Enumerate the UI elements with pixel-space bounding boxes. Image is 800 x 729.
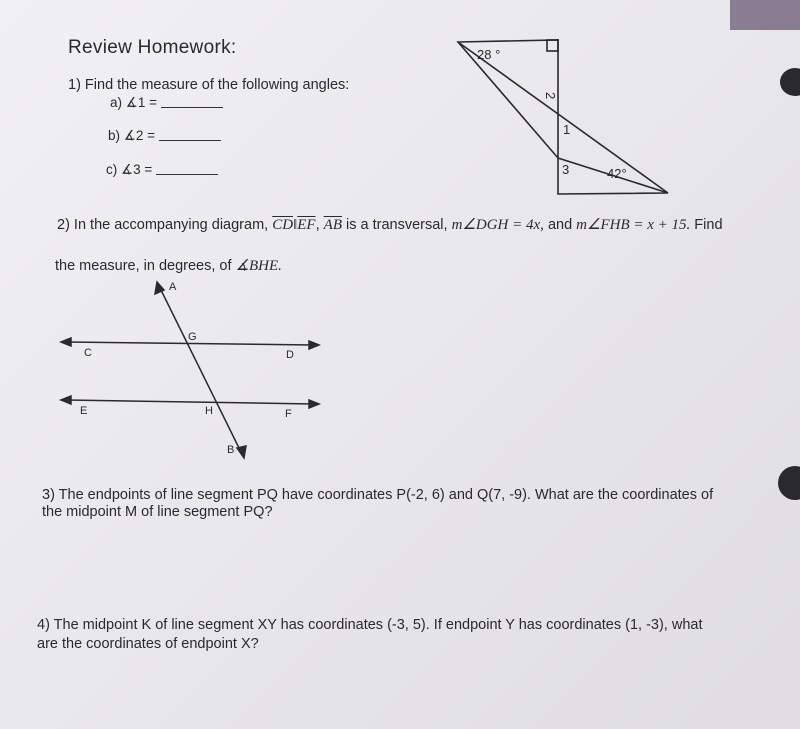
- arrow-e: [61, 396, 71, 404]
- angle-1-label: 1: [563, 122, 571, 137]
- binder-hole-bottom: [778, 466, 800, 500]
- arrow-d: [309, 341, 319, 349]
- parallel-lines-diagram: [55, 278, 330, 468]
- point-b-label: B: [227, 444, 235, 456]
- point-a-label: A: [169, 281, 177, 293]
- angle-bhe: ∡BHE.: [235, 258, 282, 274]
- q2-transversal-text: is a transversal,: [346, 217, 448, 233]
- question-1b-label: b) ∡2 =: [108, 128, 155, 143]
- parallel-symbol: ‖: [293, 217, 298, 233]
- transversal-ab: [160, 288, 241, 452]
- point-f-label: F: [285, 408, 292, 420]
- question-1a-label: a) ∡1 =: [110, 95, 157, 110]
- angle-fhb-equation: m∠FHB = x + 15.: [576, 217, 691, 233]
- arrow-c: [61, 338, 71, 346]
- point-c-label: C: [84, 347, 92, 359]
- question-1a: [110, 95, 223, 111]
- point-d-label: D: [286, 349, 294, 361]
- point-h-label: H: [205, 405, 213, 417]
- answer-blank-1a: [161, 107, 223, 108]
- question-1c-label: c) ∡3 =: [106, 162, 153, 177]
- right-angle-mark: [547, 40, 558, 51]
- angle-2-label: 2: [543, 92, 558, 100]
- question-1c: [106, 162, 218, 178]
- ray-cd: $\overline{CD}$: [272, 217, 294, 233]
- arrow-b: [237, 446, 246, 458]
- question-3-line-1: 3) The endpoints of line segment PQ have coordinates P(-2, 6) and Q(7, -9). What are the coordinates of: [42, 487, 714, 503]
- worksheet-title: Review Homework:: [68, 37, 237, 58]
- q2-measure-text: the measure, in degrees, of: [55, 258, 232, 274]
- point-g-label: G: [188, 331, 197, 343]
- q2-intro: 2) In the accompanying diagram,: [57, 217, 269, 233]
- binder-hole-top: [780, 68, 800, 96]
- question-4-line-1: 4) The midpoint K of line segment XY has coordinates (-3, 5). If endpoint Y has coordinates (1, -3), what: [37, 617, 703, 633]
- question-1b: [108, 128, 221, 144]
- angle-42-label: 42°: [607, 166, 627, 181]
- question-2-line-1: [57, 215, 723, 234]
- angle-3-label: 3: [562, 162, 570, 177]
- point-e-label: E: [80, 405, 88, 417]
- angle-dgh-equation: m∠DGH = 4x,: [451, 217, 544, 233]
- line-ef: [67, 400, 313, 404]
- q2-comma: ,: [315, 217, 320, 233]
- background-corner: [730, 0, 800, 30]
- q2-and: and: [547, 217, 573, 233]
- arrow-f: [309, 400, 319, 408]
- ray-ef: $\overline{EF}$: [297, 217, 316, 233]
- q2-find: Find: [694, 217, 723, 233]
- answer-blank-1b: [159, 140, 221, 141]
- line-ab: $\overline{AB}$: [323, 217, 342, 233]
- question-4-line-2: are the coordinates of endpoint X?: [37, 636, 259, 652]
- question-3-line-2: the midpoint M of line segment PQ?: [42, 504, 273, 520]
- triangle-diagram: [450, 30, 680, 200]
- question-2-line-2: [55, 256, 282, 275]
- angle-28-label: 28 °: [477, 47, 501, 62]
- question-1-prompt: 1) Find the measure of the following angles:: [68, 77, 350, 93]
- answer-blank-1c: [156, 174, 218, 175]
